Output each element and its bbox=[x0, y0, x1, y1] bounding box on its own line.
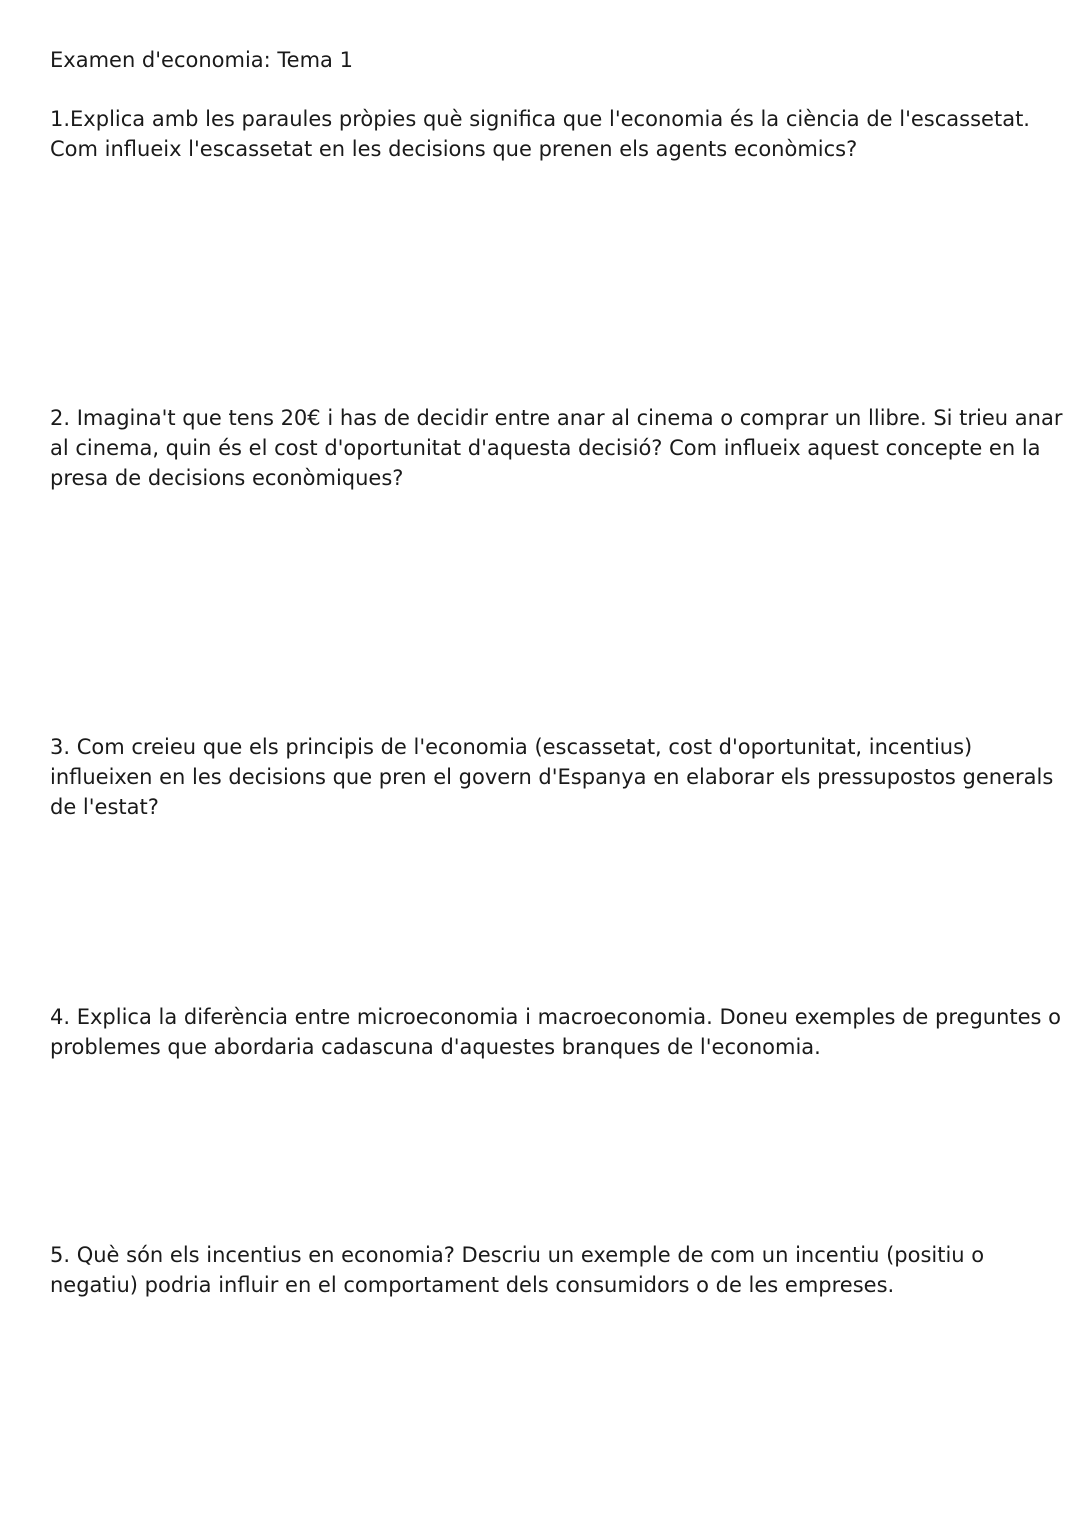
question-3 bbox=[50, 732, 1054, 822]
question-3-line-3: de l'estat? bbox=[50, 795, 159, 819]
exam-title: Examen d'economia: Tema 1 bbox=[50, 48, 353, 72]
question-2-line-1: 2. Imagina't que tens 20€ i has de decidir entre anar al cinema o comprar un llibre. Si trieu anar bbox=[50, 406, 1063, 430]
question-4-line-2: problemes que abordaria cadascuna d'aquestes branques de l'economia. bbox=[50, 1035, 821, 1059]
question-3-line-1: 3. Com creieu que els principis de l'economia (escassetat, cost d'oportunitat, incentius) bbox=[50, 735, 973, 759]
question-1-line-2: Com influeix l'escassetat en les decisions que prenen els agents econòmics? bbox=[50, 137, 858, 161]
question-3-line-2: influeixen en les decisions que pren el govern d'Espanya en elaborar els pressupostos generals bbox=[50, 765, 1054, 789]
question-5 bbox=[50, 1240, 1040, 1300]
question-4-line-1: 4. Explica la diferència entre microeconomia i macroeconomia. Doneu exemples de preguntes o bbox=[50, 1005, 1062, 1029]
question-2 bbox=[50, 403, 1063, 493]
question-1-line-1: 1.Explica amb les paraules pròpies què significa que l'economia és la ciència de l'escassetat. bbox=[50, 107, 1030, 131]
question-2-line-2: al cinema, quin és el cost d'oportunitat d'aquesta decisió? Com influeix aquest concepte en la bbox=[50, 436, 1041, 460]
question-5-line-2: negatiu) podria influir en el comportament dels consumidors o de les empreses. bbox=[50, 1273, 895, 1297]
question-1 bbox=[50, 104, 1040, 164]
question-2-line-3: presa de decisions econòmiques? bbox=[50, 466, 404, 490]
question-4 bbox=[50, 1002, 1062, 1062]
question-5-line-1: 5. Què són els incentius en economia? Descriu un exemple de com un incentiu (positiu o bbox=[50, 1243, 985, 1267]
